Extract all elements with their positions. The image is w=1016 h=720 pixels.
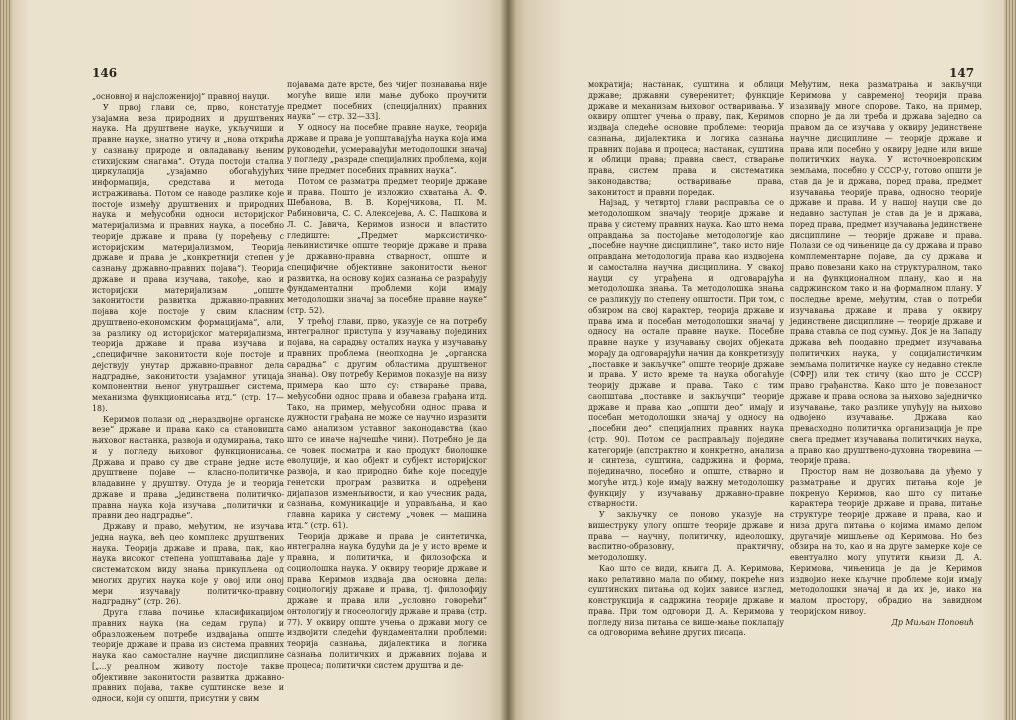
paragraph: У закључку се поново указује на вишеструку улогу опште теорије државе и права — научну, политичку, идеолошку, васпитно-образовну, практичну, методолошку. [588, 510, 784, 562]
left-column-1 [92, 92, 284, 705]
paragraph: Државу и право, међутим, не изучава једна наука, већ цео комплекс друштвених наука. Теорија државе и права, пак, као наука високог степена уопштавања даје у систематском виду знања прикупљена од многих других наука које у овој или оној мери изучавају политичко-правну надградњу“ (стр. 26). [92, 522, 284, 607]
paragraph: Друга глава почиње класификацијом правних наука (на седам група) и образложењем потребе издвајања опште теорије државе и права из система правних наука као самосталне научне дисциплине [„...у реалном животу постоје такве објективне законитости развитка државно-правних појава, такве суштинске везе и односи, који су општи, присутни у свим [92, 608, 284, 703]
paragraph: Потом се разматра предмет теорије државе и права. Пошто је изложио схватања А. Ф. Шебанова, В. В. Корејчикова, П. М. Рабиновича, С. С. Алексејева, А. С. Пашкова и Л. С. Јавича, Керимов износи и властито гледиште: „Предмет марксистичко-лењинистичке опште теорије државе и права је државно-правна стварност, опште и специфичне објективне законитости њеног развитка, на основу којих сазнања се разрађују фундаментални проблеми који имају методолошки значај за посебне правне науке“ (стр. 52). [287, 176, 487, 315]
paragraph: Као што се види, књига Д. А. Керимова, иако релативно мала по обиму, покреће низ суштинских питања од којих зависе изглед, конструкција и садржина теорије државе и права. При том одговори Д. А. Керимова у погледу низа питања се више-мање поклапају са одговорима већине других писаца. [588, 563, 784, 638]
left-column-2 [287, 80, 487, 671]
page-number-right: 147 [949, 66, 975, 80]
page-edges-left [0, 0, 12, 720]
paragraph: У односу на посебне правне науке, теорија државе и права је уопштавајућа наука која има руководећи, усмеравајући методолошки значај у погледу „разраде специјалних проблема, који чине предмет посебних правних наука“. [287, 123, 487, 175]
page-edges-right [1004, 0, 1016, 720]
paragraph: „основној и најсложенијој“ правној науци. [92, 92, 270, 101]
paragraph: Керимов полази од „нераздвојне органске везе“ државе и права како са становишта њиховог настанка, развоја и одумирања, тако и у погледу њиховог функционисања. Држава и право су две стране једне исте друштвене појаве — класно-политичке владавине у друштву. Отуда је и теорија државе и права „јединствена политичко-правна наука која изучава „политички и правни део надградње“. [92, 414, 284, 521]
paragraph: мократија; настанак, суштина и облици државе; државни суверенитет; функције државе и механизам њиховог остваривања. У оквиру општег учења о праву, пак, Керимов издваја следеће основне проблеме: теорија сазнања, дијалектика и логика сазнања правних појава и процеса; настанак, суштина и облици права; правна свест, стварање права, систем права и систематика законодавства; остваривање права, законитост и правни поредак. [588, 80, 784, 197]
paragraph: У трећој глави, прво, указује се на потребу интегралног приступа у изучавању појединих појава, на сарадњу осталих наука у изучавању правних проблема (неопходна је „органска сарадња“ с другим областима друштвеног знања). Ову потребу Керимов показује на низу примера као што су: стварање права, међусобни однос права и обавеза грађана итд. Тако, на пример, међусобни однос права и дужности грађана не може се научно изразити само анализом уставног законодавства (као што се иначе најчешће чини). Потребно је да се човек посматра и као продукт биолошке еволуције, и као објект и субјект историјског развоја, и као природно биће које поседује генетски програм развитка и одређени дијапазон изменљивости, и као учесник рада, сазнања, комуникације и управљања, и као главна карика у систему „човек — машина итд.“ (стр. 61). [287, 316, 487, 530]
paragraph: појавама дате врсте, без чијег познавања није могуће више или мање дубоко проучити предмет посебних (специјалних) правних наука“ — стр. 32—33]. [287, 80, 487, 122]
author-signature: Др Миљан Поповић [891, 617, 974, 627]
right-column-1 [588, 80, 784, 639]
paragraph: Међутим, нека разматрања и закључци Керимова у савременој теорији права изазивају многе спорове. Тако, на пример, спорно је да ли треба и држава заједно са правом да се изучава у оквиру јединствене научне дисциплине — теорије државе и права или посебно у оквиру једне или више политичких наука. У источноевропским земљама, посебно у СССР-у, готово општи је став да је и држава, поред права, предмет изучавања теорије права, односно теорије државе и права. И у нашој науци све до недавно заступан је став да је и држава, поред права, предмет изучавања јединствене дисциплине — теорије државе и права. Полази се од чињенице да су држава и право комплементарне појаве, да су држава и право повезани како на структуралном, тако и на функционалном плану, као и на садржинском тако и на формалном плану. У последње време, међутим, став о потреби изучавања државе и права у оквиру јединствене дисциплине — теорије државе и права ставља се под сумњу. Док је на Западу држава већ поодавно предмет изучавања политичких наука, у социјалистичким земљама политичке науке су недавно стекле (СФРЈ) или тек стичу (као што је СССР) право грађанства. Како што је повезаност државе и права основа за њихово заједничко изучавање, тако разлике упућују на њихово одвојено изучавање. Држава као превасходно политичка организација је пре свега предмет изучавања политичких наука, а право као друштвено-духовна творевина — теорије права. [790, 80, 982, 466]
paragraph: У првој глави се, прво, констатује узајамна веза природних и друштвених наука. На друштвене науке, укључиши и правне науке, знатно утичу и „нова открића у сазнању природе и овладавању њеним стихијским снагама“. Отуда постоји стална циркулација „узајамно обогаћујућих информација, средстава и метода истраживања. Потом се наводе разлике које постоје између друштвених и природних наука и међусобни односи историјског материјализма и правних наука, а посебно теорије државе и права (у поређењу с историјским материјализмом, Теорија државе и права је „конкретнији степен у сазнању државно-правних појава“). Теорија државе и права изучава, такође, као и историјски материјализам „опште законитости развитка државно-правних појава које постоје у свим класним друштвено-економским формацијама“, али, за разлику од историјског материјализма, теорија државе и права изучава и „специфичне законитости које постоје и дејствују унутар државно-правног дела надградње, законитости узајамног утицаја компонентни њеног унутрашњег система, механизма функционисања итд.“ (стр. 17—18). [92, 102, 284, 413]
right-page [508, 0, 1016, 720]
page-number-left: 146 [92, 66, 118, 80]
paragraph: Теорија државе и права је синтетичка, интегрална наука будући да је у исто време и правна, и политичка, и филозофска и социолошка наука. У оквиру теорије државе и права Керимов издваја два основна дела: социологију државе и права, тј. филозофију државе и права или „условно говорећи“ онтологију и гносеологију државе и права (стр. 77). У оквиру опште учења о држави могу се издвојити следећи фундаментални проблеми: теорија сазнања, дијалектика и логика сазнања политичких и државних појава и процеса; политички систем друштва и де- [287, 531, 487, 670]
right-column-2 [790, 80, 982, 628]
paragraph: Најзад, у четвртој глави расправља се о методолошком значају теорије државе и права у систему правних наука. Као што нема оправдања за постојање методологије као „посебне научне дисциплине“, тако исто није оправдана методологија права као издвојена и самостална научна дисциплина. У свакој науци су уграђена и одговарајућа методолошка знања. Та методолошка знања се разликују по степену општости. При том, с обзиром на свој карактер, теорија државе и права има и посебан методолошки значај у односу на остале правне науке. Посебне правне науке у изучавању својих објеката морају да одговарајући начин да конкретизују „поставке и закључке“ опште теорије државе и права. У исто време та наука обогаћује теорију државе и права. Тако с тим саопштава „поставке и закључци“ теорије државе и права као „општи део“ имају и посебан методолошки значај у односу на „посебни део“ специјалних правних наука (стр. 90). Потом се расправљају поједине категорије (апстрактно и конкретно, анализа и синтеза, суштина, садржина и форма, појединачно, посебно и опште, стварно и могуће итд.) које имају важну методолошку функцију у изучавању државно-правне стварности. [588, 198, 784, 509]
book-gutter [500, 0, 516, 720]
paragraph: Простор нам не дозвољава да уђемо у разматрање и других питања које је покренуо Керимов, као што су питање карактера теорије државе и права, питање структуре теорије државе и права, као и низа друга питања о којима имамо делом другачије мишљење од Керимова. Но без обзира на то, као и на друге замерке које се евентуално могу упутити књизи Д. А. Керимова, чињеница је да је Керимов издвојио неке кључне проблеме који имају методолошки значај и да их је, иако на малом простору, обрадио на завидном теоријском нивоу. [790, 467, 982, 616]
